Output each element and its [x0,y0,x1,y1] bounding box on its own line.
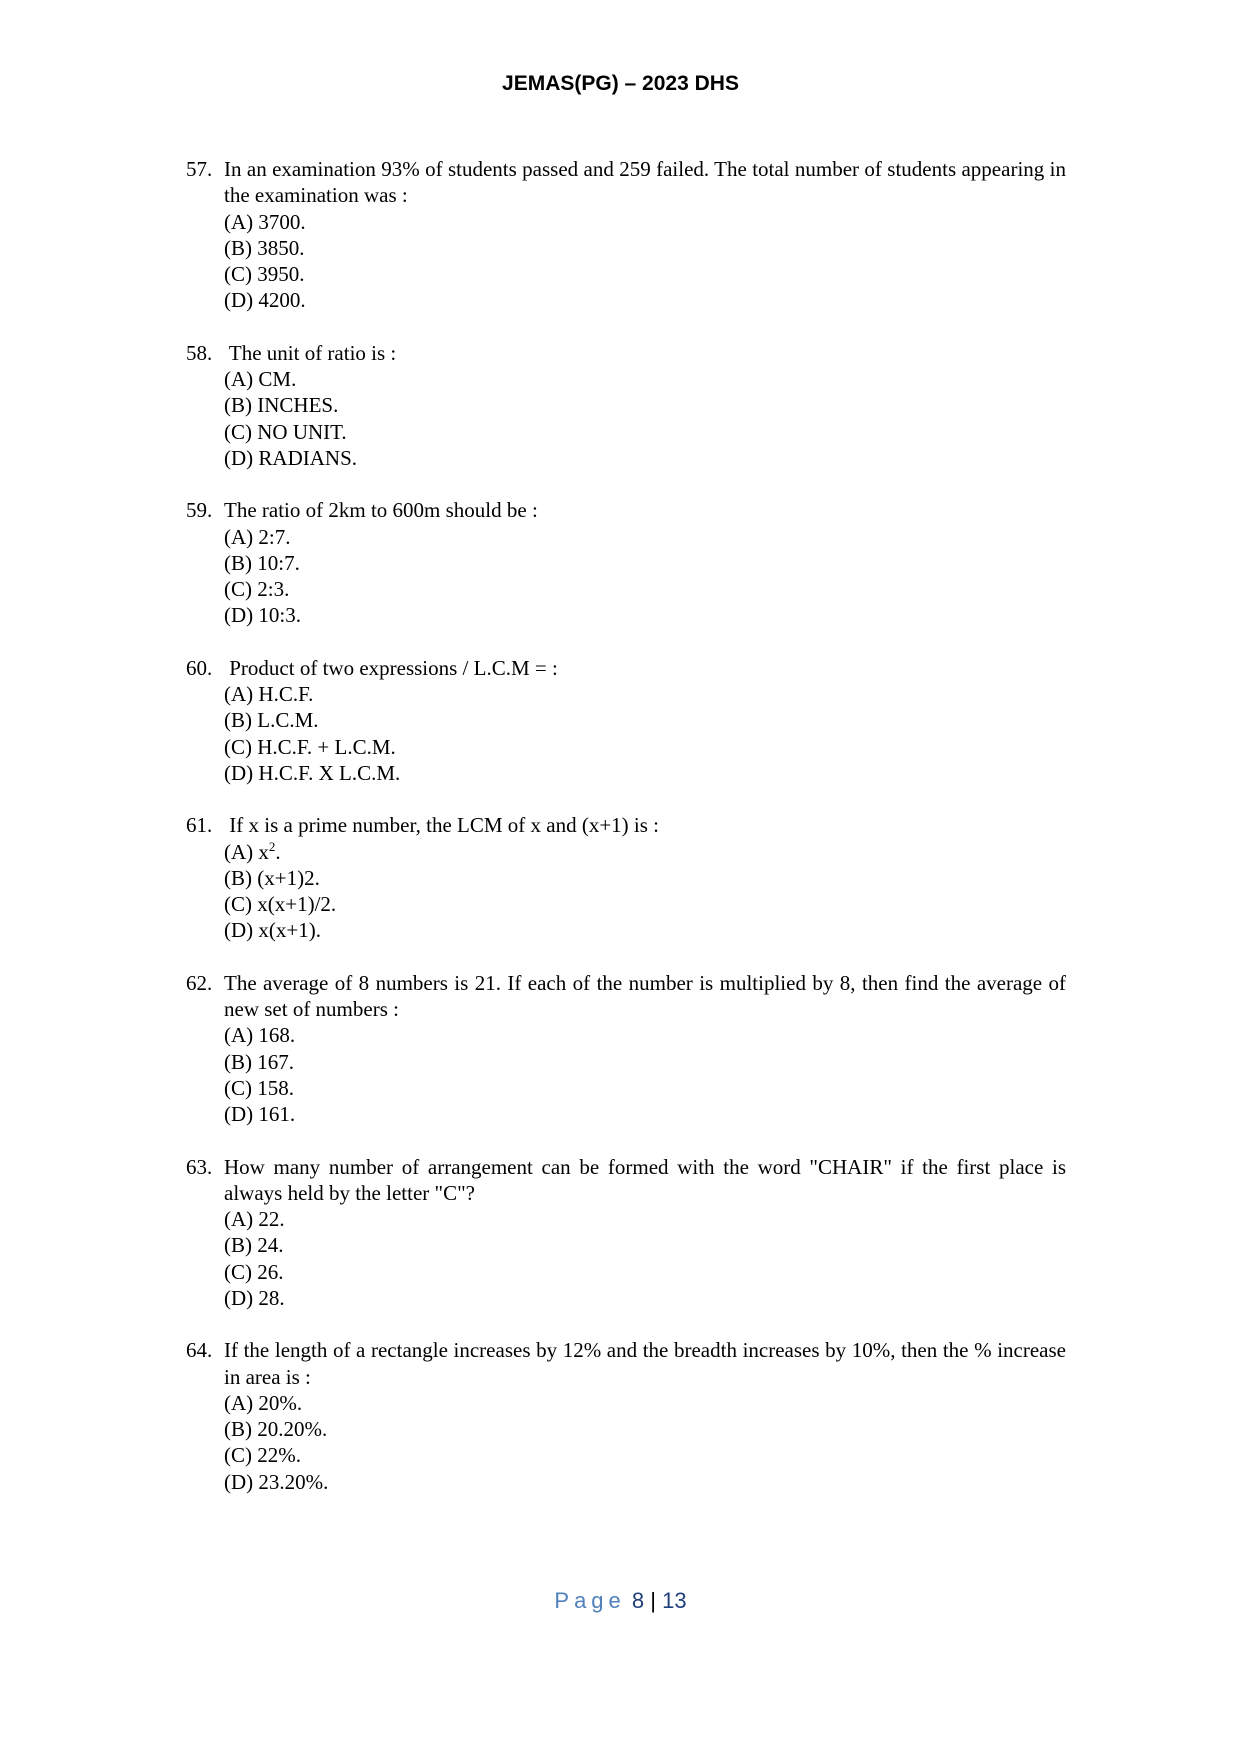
page-label: Page [554,1588,626,1613]
option-b: (B) 10:7. [224,550,300,575]
option-c: (C) NO UNIT. [224,419,347,444]
option-c: (C) 26. [224,1259,284,1284]
option-d: (D) 28. [224,1285,285,1310]
question-text: If the length of a rectangle increases by 12% and the breadth increases by 10%, then the % increase in area is : [224,1338,1066,1389]
question-number: 64. [186,1338,213,1363]
option-d: (D) 161. [224,1102,296,1127]
question-57 [186,156,1066,314]
question-58 [186,340,1066,471]
question-stem [186,497,1066,523]
option-a: (A) 22. [224,1207,285,1232]
option-d: (D) 23.20%. [224,1469,329,1494]
option-a [224,839,1066,865]
question-stem [186,655,1066,681]
option-b: (B) 167. [224,1049,294,1074]
question-text: If x is a prime number, the LCM of x and (x+1) is : [224,813,660,838]
page-separator: | [650,1588,656,1613]
option-a: (A) 3700. [224,209,306,234]
question-stem [186,1337,1066,1390]
options [186,1206,1066,1311]
option-b: (B) (x+1)2. [224,865,320,890]
question-number: 58. [186,340,213,365]
question-text: How many number of arrangement can be formed with the word "CHAIR" if the first place is always held by the letter "C"? [224,1154,1066,1205]
page-footer [0,1588,1241,1614]
option-a: (A) H.C.F. [224,682,314,707]
options [186,524,1066,629]
question-text: The ratio of 2km to 600m should be : [224,498,538,523]
option-d: (D) 4200. [224,288,306,313]
option-b: (B) INCHES. [224,393,339,418]
options [186,839,1066,944]
question-64 [186,1337,1066,1495]
options [186,366,1066,471]
page-header: JEMAS(PG) – 2023 DHS [502,72,739,95]
total-pages: 13 [662,1588,687,1613]
question-number: 57. [186,157,213,181]
current-page: 8 [631,1588,645,1613]
question-text: Product of two expressions / L.C.M = : [224,655,558,680]
question-stem [186,340,1066,366]
options [186,209,1066,314]
option-c: (C) 22%. [224,1443,301,1468]
options [186,681,1066,786]
question-number: 61. [186,813,213,838]
option-a-text: (A) x [224,839,269,864]
option-d: (D) H.C.F. X L.C.M. [224,760,401,785]
question-list [186,156,1066,1521]
option-c: (C) x(x+1)/2. [224,892,337,917]
option-c: (C) H.C.F. + L.C.M. [224,734,396,759]
question-63 [186,1154,1066,1312]
option-b: (B) 20.20%. [224,1417,328,1442]
question-60 [186,655,1066,786]
option-d: (D) 10:3. [224,603,301,628]
option-a-tail: . [275,839,281,864]
option-a: (A) 20%. [224,1390,303,1415]
question-number: 62. [186,970,213,995]
question-text: The average of 8 numbers is 21. If each of the number is multiplied by 8, then find the average of new set of numbers : [224,970,1066,1022]
question-61 [186,812,1066,943]
option-d: (D) x(x+1). [224,918,321,943]
option-b: (B) 24. [224,1233,284,1258]
option-c: (C) 3950. [224,262,305,287]
option-b: (B) 3850. [224,235,305,260]
question-number: 63. [186,1154,213,1179]
option-b: (B) L.C.M. [224,708,319,733]
option-a: (A) 168. [224,1023,296,1048]
superscript: 2 [268,838,276,854]
options [186,1390,1066,1495]
question-stem [186,812,1066,838]
question-text: In an examination 93% of students passed and 259 failed. The total number of students appearing in the examination was : [224,157,1066,208]
options [186,1022,1066,1127]
option-c: (C) 158. [224,1075,294,1100]
question-59 [186,497,1066,628]
option-c: (C) 2:3. [224,577,290,602]
question-62 [186,970,1066,1128]
question-number: 60. [186,655,213,680]
question-stem [186,1154,1066,1207]
option-a: (A) CM. [224,367,297,392]
question-stem [186,970,1066,1023]
question-text: The unit of ratio is : [224,340,397,365]
question-number: 59. [186,498,213,523]
option-a: (A) 2:7. [224,524,291,549]
question-stem [186,156,1066,209]
option-d: (D) RADIANS. [224,445,357,470]
